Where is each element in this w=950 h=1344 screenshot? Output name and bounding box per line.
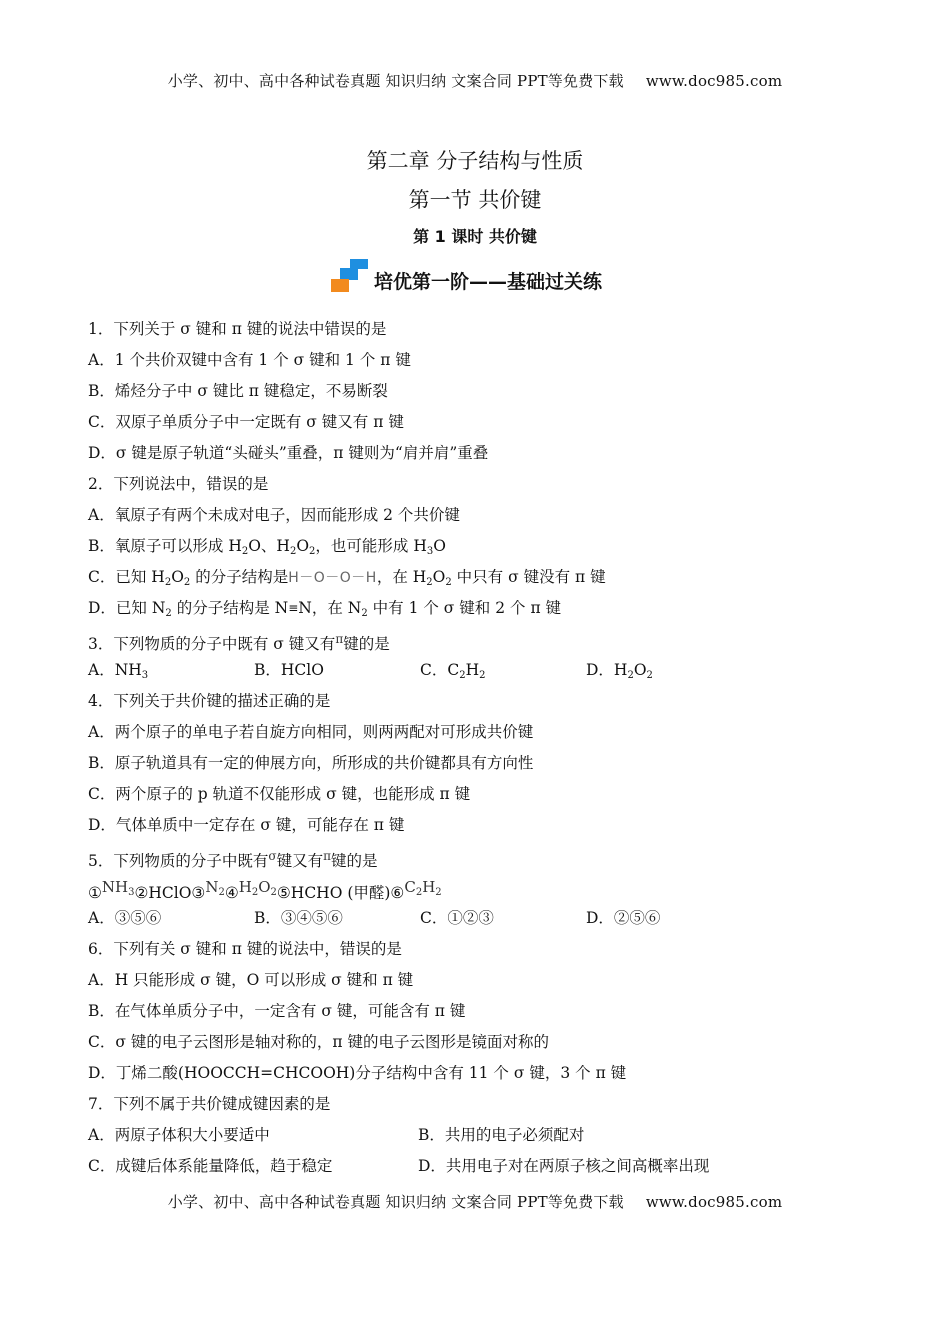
q3-option-c (420, 659, 586, 681)
q4-option-d: D．气体单质中一定存在 σ 键，可能存在 π 键 (88, 816, 405, 834)
text: C．C (420, 661, 460, 679)
q5-option-b: B．③④⑤⑥ (254, 909, 343, 927)
q6-option-b: B．在气体单质分子中，一定含有 σ 键，可能含有 π 键 (88, 1002, 466, 1020)
h2o2-structure: H－O－O－H (288, 570, 377, 586)
text: B．氧原子可以形成 H (88, 537, 242, 555)
subscript: 2 (289, 546, 297, 557)
q5-options (88, 907, 888, 938)
subscript: 2 (646, 670, 653, 681)
pi-symbol: π (335, 632, 344, 646)
text: O (433, 537, 446, 555)
text: 的分子结构是 (190, 568, 289, 586)
subscript: 3 (426, 546, 434, 557)
subscript: 2 (164, 577, 172, 588)
q6-option-d: D．丁烯二酸(HOOCCH=CHCOOH)分子结构中含有 11 个 σ 键，3 个 π 键 (88, 1064, 627, 1082)
q7-option-a: A．两原子体积大小要适中 (88, 1126, 270, 1144)
subscript: 2 (241, 546, 249, 557)
text: 键的是 (343, 635, 390, 654)
q3-option-b: B．HClO (254, 661, 324, 679)
stairs-logo-icon (328, 259, 370, 293)
text: D．H (586, 661, 628, 679)
q7-options-row1 (88, 1124, 888, 1155)
q4-option-b: B．原子轨道具有一定的伸展方向，所形成的共价键都具有方向性 (88, 754, 534, 772)
formula (102, 878, 135, 896)
subscript: 2 (627, 670, 634, 681)
q7-stem: 7．下列不属于共价键成键因素的是 (88, 1095, 331, 1113)
subscript: 2 (435, 887, 442, 898)
text: ，在 H (376, 568, 427, 586)
q1-option-d: D．σ 键是原子轨道“头碰头”重叠，π 键则为“肩并肩”重叠 (88, 444, 489, 462)
text: N，在 N (298, 599, 362, 617)
header-site[interactable]: www.doc985.com (645, 72, 783, 90)
q1-option-a: A．1 个共价双键中含有 1 个 σ 键和 1 个 π 键 (88, 351, 411, 369)
text: O (633, 661, 647, 679)
text: 的分子结构是 N (171, 599, 289, 617)
subscript: 2 (415, 887, 423, 898)
subscript: 3 (128, 887, 135, 898)
formula (205, 878, 225, 896)
q2-option-a: A．氧原子有两个未成对电子，因而能形成 2 个共价键 (88, 506, 460, 524)
subscript: 2 (270, 887, 277, 898)
text: 中有 1 个 σ 键和 2 个 π 键 (367, 599, 562, 617)
formula (404, 878, 441, 896)
text: ，也可能形成 H (315, 537, 427, 555)
text: A．NH (88, 661, 142, 679)
formula (239, 878, 277, 896)
q7-option-c: C．成键后体系能量降低，趋于稳定 (88, 1157, 333, 1175)
pi-symbol: π (323, 849, 331, 863)
text: O、H (248, 537, 290, 555)
text: ⑤HCHO (甲醛)⑥ (276, 884, 405, 903)
q5-option-c: C．①②③ (420, 909, 494, 927)
subscript: 2 (426, 577, 433, 588)
q7-options-row2 (88, 1155, 888, 1186)
section-heading (328, 258, 602, 294)
text: 键的是 (330, 852, 378, 871)
q4-option-c: C．两个原子的 p 轨道不仅能形成 σ 键，也能形成 π 键 (88, 785, 471, 803)
subscript: 2 (309, 546, 316, 557)
text: O (432, 568, 446, 586)
footer-text: 小学、初中、高中各种试卷真题 知识归纳 文案合同 PPT等免费下载 (167, 1193, 624, 1211)
footer-site[interactable]: www.doc985.com (645, 1193, 783, 1211)
subscript: 2 (479, 670, 486, 681)
q1-option-b: B．烯烃分子中 σ 键比 π 键稳定，不易断裂 (88, 382, 388, 400)
q2-option-b (88, 535, 888, 566)
q3-options (88, 659, 888, 690)
section-label: 培优第一阶——基础过关练 (374, 270, 603, 293)
q2-stem: 2．下列说法中，错误的是 (88, 475, 269, 493)
q6-option-a: A．H 只能形成 σ 键，O 可以形成 σ 键和 π 键 (88, 971, 414, 989)
text: C．已知 H (88, 568, 165, 586)
text: 5．下列物质的分子中既有 (88, 852, 269, 871)
subscript: 2 (165, 608, 172, 619)
q3-option-a (88, 659, 254, 681)
q7-option-b: B．共用的电子必须配对 (418, 1126, 585, 1144)
q3-option-d (586, 659, 752, 681)
text: O (258, 878, 271, 896)
text: H (238, 878, 252, 896)
chapter-title: 第二章 分子结构与性质 (366, 149, 584, 173)
text: O (171, 568, 184, 586)
q5-stem (88, 845, 888, 876)
q5-items (88, 876, 888, 907)
q2-option-c (88, 566, 888, 597)
q4-option-a: A．两个原子的单电子若自旋方向相同，则两两配对可形成共价键 (88, 723, 534, 741)
subscript: 2 (361, 608, 368, 619)
triple-bond-icon: ≡ (288, 601, 296, 615)
q1-option-c: C．双原子单质分子中一定既有 σ 键又有 π 键 (88, 413, 404, 431)
sigma-symbol: σ (268, 849, 277, 863)
text: 3．下列物质的分子中既有 σ 键又有 (88, 635, 336, 654)
question-list (88, 318, 888, 1186)
text: H (422, 878, 436, 896)
page-header (0, 70, 950, 91)
q5-option-a: A．③⑤⑥ (88, 909, 162, 927)
text: N (205, 878, 219, 896)
subscript: 2 (251, 887, 259, 898)
lesson-title: 第 1 课时 共价键 (413, 227, 537, 246)
q3-stem (88, 628, 888, 659)
q2-option-d (88, 597, 888, 628)
q5-option-d: D．②⑤⑥ (586, 909, 661, 927)
subscript: 2 (183, 577, 191, 588)
subscript: 2 (459, 670, 466, 681)
q1-stem: 1．下列关于 σ 键和 π 键的说法中错误的是 (88, 320, 387, 338)
text: ②HClO③ (134, 884, 206, 903)
subscript: 2 (218, 887, 225, 898)
text: D．已知 N (88, 599, 166, 617)
text: H (465, 661, 480, 679)
text: 键又有 (276, 852, 324, 871)
text: NH (101, 878, 129, 896)
text: 中只有 σ 键没有 π 键 (451, 568, 606, 586)
text: C (404, 878, 416, 896)
q6-stem: 6．下列有关 σ 键和 π 键的说法中，错误的是 (88, 940, 402, 958)
header-text: 小学、初中、高中各种试卷真题 知识归纳 文案合同 PPT等免费下载 (167, 72, 624, 90)
q7-option-d: D．共用电子对在两原子核之间高概率出现 (418, 1157, 710, 1175)
subscript: 3 (141, 670, 149, 681)
q6-option-c: C．σ 键的电子云图形是轴对称的，π 键的电子云图形是镜面对称的 (88, 1033, 549, 1051)
subscript: 2 (445, 577, 452, 588)
text: O (296, 537, 310, 555)
text: ④ (224, 884, 239, 903)
page-footer (0, 1191, 950, 1212)
text: ① (88, 884, 102, 903)
section-title: 第一节 共价键 (408, 188, 542, 212)
q4-stem: 4．下列关于共价键的描述正确的是 (88, 692, 331, 710)
